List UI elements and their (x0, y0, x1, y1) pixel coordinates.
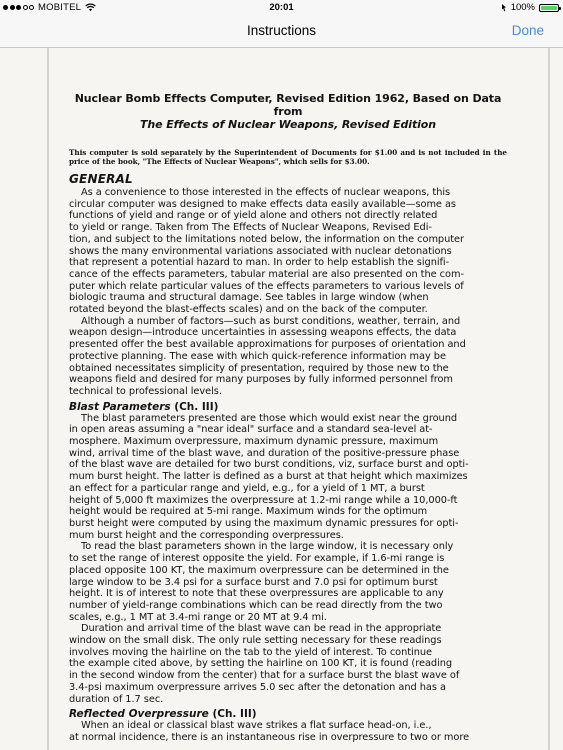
general-paragraph-2 (69, 316, 507, 398)
blast-parameters-heading (69, 401, 507, 413)
text-line: height of 5,000 ft maximizes the overpressure at 1.2-mi range while a 10,000-ft (69, 494, 458, 506)
text-line: weapon design—introduce uncertainties in assessing weapons effects, the data (69, 327, 457, 339)
text-line: the example cited above, by setting the hairline on 100 KT, it is found (reading (69, 658, 453, 670)
document-title-line2: The Effects of Nuclear Weapons, Revised Edition (139, 118, 436, 131)
blast-heading-chapter: (Ch. III) (174, 400, 219, 413)
text-line: large window to be 3.4 psi for a surface burst and 7.0 psi for optimum burst (69, 576, 438, 588)
text-line: weapons field and desired for many purposes by fully informed personnel from (69, 374, 453, 386)
text-line: to set the range of interest opposite the yield. For example, if 1.6-mi range is (69, 553, 445, 565)
text-line: wind, arrival time of the blast wave, and duration of the positive-pressure phase (69, 447, 460, 459)
done-button[interactable]: Done (511, 23, 544, 38)
text-line: number of yield-range combinations which can be read directly from the two (69, 599, 443, 611)
location-arrow-icon (501, 3, 507, 12)
text-line: As a convenience to those interested in the effects of nuclear weapons, this (81, 187, 451, 198)
text-line: involves moving the hairline on the tab to the yield of interest. To continue (69, 646, 433, 658)
text-line: an effect for a particular range and yield, e.g., for a yield of 1 MT, a burst (69, 482, 425, 494)
reflected-heading-chapter: (Ch. III) (212, 708, 257, 721)
blast-heading-text: Blast Parameters (69, 400, 171, 413)
page-content (69, 48, 507, 744)
text-line: When an ideal or classical blast wave strikes a flat surface head-on, i.e., (81, 720, 432, 732)
text-line: that represent a potential hazard to man. In order to help establish the signifi- (69, 257, 450, 269)
text-line: height would be required at 5-mi range. Maximum winds for the optimum (69, 506, 428, 518)
text-line: mum burst height and the corresponding overpressures. (69, 529, 344, 541)
text-line: mosphere. Maximum overpressure, maximum dynamic pressure, maximum (69, 436, 439, 448)
text-line: window on the small disk. The only rule setting necessary for these readings (69, 635, 442, 647)
page-left-edge (47, 48, 49, 750)
text-line: mum burst height. The latter is defined as a burst at that height which maximizes (69, 471, 468, 483)
text-line: burst height were computed by using the maximum dynamic pressures for opti- (69, 517, 459, 529)
text-line: rotated beyond the blast-effects scales) and on the back of the computer. (69, 304, 428, 316)
text-line: technical to professional levels. (69, 385, 222, 397)
carrier-name: MOBITEL (38, 2, 82, 13)
reflected-overpressure-heading (69, 708, 507, 720)
blast-paragraph-3 (69, 623, 507, 705)
price-note: This computer is sold separately by the Superintendent of Documents for $1.00 and is not included in the price of the book, "The Effects of Nuclear Weapons", which sells for $3.00. (69, 148, 507, 166)
page-right-edge (548, 48, 550, 750)
text-line: at normal incidence, there is an instantaneous rise in overpressure to two or more (69, 731, 470, 743)
document-title-line1: Nuclear Bomb Effects Computer, Revised Edition 1962, Based on Data from (74, 92, 502, 118)
navigation-bar (0, 16, 563, 48)
text-line: protective planning. The ease with which quick-reference information may be (69, 350, 446, 362)
text-line: shows the many environmental variations associated with nuclear detonations (69, 245, 452, 257)
battery-icon (539, 4, 559, 12)
scanned-page (0, 48, 563, 750)
text-line: circular computer was designed to make effects data easily available—some as (69, 198, 456, 210)
reflected-heading-text: Reflected Overpressure (69, 708, 209, 721)
text-line: To read the blast parameters shown in the large window, it is necessary only (81, 541, 454, 553)
battery-percent: 100% (510, 2, 535, 13)
text-line: Although a number of factors—such as burst conditions, weather, terrain, and (81, 315, 461, 327)
general-paragraph-1 (69, 187, 507, 316)
document-viewer[interactable] (0, 48, 563, 750)
reflected-paragraph-1 (69, 720, 507, 743)
text-line: tion, and subject to the limitations noted below, the information on the computer (69, 233, 465, 245)
status-bar (0, 0, 563, 16)
status-right (501, 2, 559, 13)
text-line: in the second window from the center) that for a surface burst the blast wave of (69, 670, 460, 682)
text-line: height. It is of interest to note that these overpressures are applicable to any (69, 588, 444, 600)
text-line: 3.4-psi maximum overpressure arrives 5.0 sec after the detonation and has a (69, 681, 446, 693)
text-line: in open areas assuming a "near ideal" surface and a standard sea-level at- (69, 424, 433, 436)
text-line: Duration and arrival time of the blast wave can be read in the appropriate (81, 623, 442, 635)
blast-paragraph-1 (69, 413, 507, 542)
text-line: The blast parameters presented are those which would exist near the ground (81, 412, 458, 424)
text-line: biologic trauma and structural damage. See tables in large window (when (69, 292, 429, 304)
text-line: obtained necessitates simplicity of presentation, required by those new to the (69, 362, 449, 374)
document-title (69, 92, 507, 131)
text-line: duration of 1.7 sec. (69, 693, 164, 705)
text-line: of the blast wave are detailed for two burst conditions, viz, surface burst and opti- (69, 459, 469, 471)
text-line: cance of the effects parameters, tabular material are also presented on the com- (69, 268, 464, 280)
blast-paragraph-2 (69, 541, 507, 623)
clock: 20:01 (269, 2, 294, 13)
text-line: to yield or range. Taken from The Effects of Nuclear Weapons, Revised Edi- (69, 222, 432, 234)
text-line: scales, e.g., 1 MT at 3.4-mi range or 20 MT at 9.4 mi. (69, 611, 327, 623)
text-line: placed opposite 100 KT, the maximum overpressure can be determined in the (69, 564, 449, 576)
text-line: puter which relate particular values of the effects parameters to various levels of (69, 280, 464, 292)
general-heading: GENERAL (69, 172, 133, 186)
text-line: functions of yield and range or of yield alone and others not directly related (69, 210, 438, 222)
text-line: presented offer the best available approximations for purposes of orientation and (69, 339, 466, 351)
nav-title: Instructions (246, 23, 317, 38)
